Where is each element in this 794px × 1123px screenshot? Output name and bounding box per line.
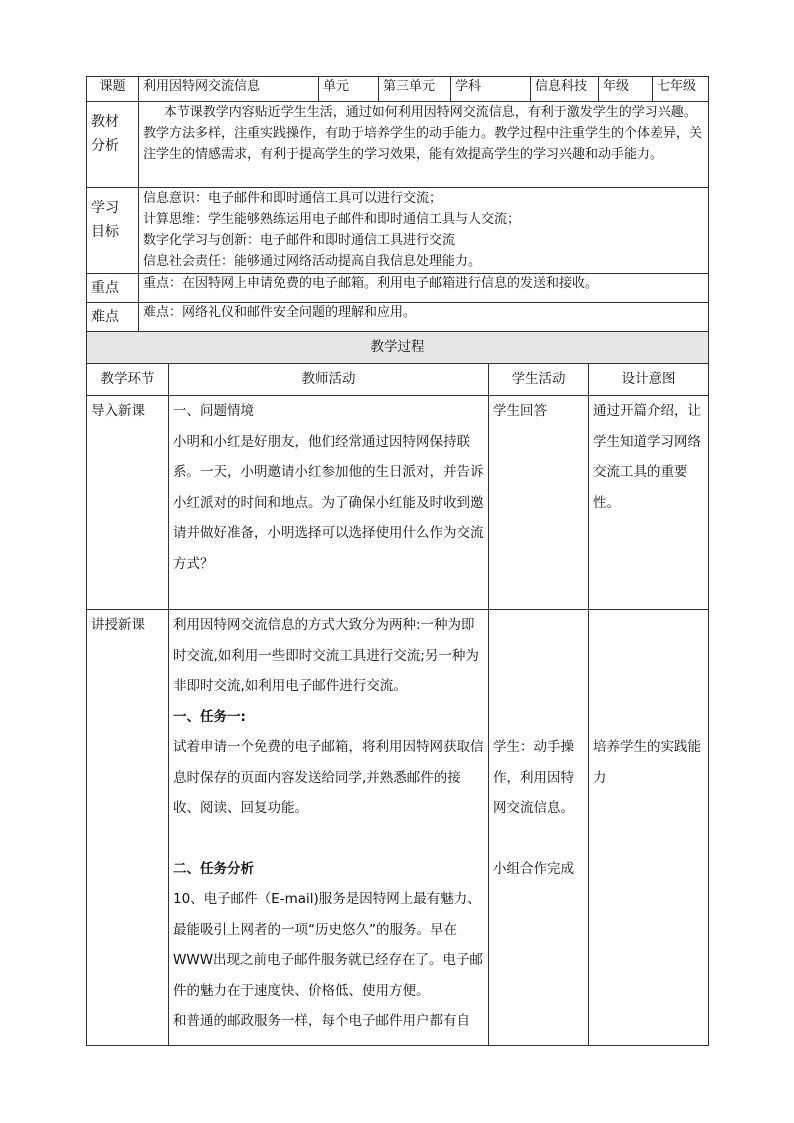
header-intent: 设计意图 (589, 364, 709, 396)
intent-lecture-cell (589, 610, 709, 1046)
lesson-info-table (86, 76, 709, 332)
student-intro: 学生回答 (489, 396, 589, 610)
task2-paragraph: 10、电子邮件（E-mail)服务是因特网上最有魅力、最能吸引上网者的一项“历史悠久”的服务。早在WWW出现之前电子邮件服务就已经存在了。电子邮件的魅力在于速度快、价格低、使用方便。 (173, 891, 484, 999)
header-stage: 教学环节 (87, 364, 169, 396)
difficulty-label: 难点 (87, 303, 139, 332)
header-student: 学生活动 (489, 364, 589, 396)
lesson-plan-page (86, 76, 708, 1046)
student-activity-2: 小组合作完成 (493, 860, 574, 877)
subject-value: 信息科技 (531, 77, 599, 102)
subject-label: 学科 (451, 77, 531, 102)
key-point-text: 重点：在因特网上申请免费的电子邮箱。利用电子邮箱进行信息的发送和接收。 (139, 274, 709, 303)
objective-item: 计算思维：学生能够熟练运用电子邮件和即时通信工具与人交流； (143, 212, 521, 227)
lecture-intro: 利用因特网交流信息的方式大致分为两种:一种为即时交流,如利用一些即时交流工具进行交流;另一种为非即时交流,如利用电子邮件进行交流。 (173, 617, 479, 694)
unit-label: 单元 (319, 77, 379, 102)
intent-intro: 通过开篇介绍，让学生知道学习网络交流工具的重要性。 (589, 396, 709, 610)
grade-label: 年级 (599, 77, 653, 102)
analysis-label: 教材 分析 (87, 102, 139, 188)
stage-lecture: 讲授新课 (87, 610, 169, 1046)
key-point-label: 重点 (87, 274, 139, 303)
lesson-value: 利用因特网交流信息 (139, 77, 319, 102)
objective-item: 信息意识：电子邮件和即时通信工具可以进行交流； (143, 191, 443, 206)
teacher-intro-cell (169, 396, 489, 610)
task1-text: 试着申请一个免费的电子邮箱，将利用因特网获取信息时保存的页面内容发送给同学,并熟悉邮件的接收、阅读、回复功能。 (173, 739, 484, 816)
header-teacher: 教师活动 (169, 364, 489, 396)
teacher-lecture-cell (169, 610, 489, 1046)
task1-heading: 一、任务一: (173, 708, 246, 725)
intro-text: 小明和小红是好朋友，他们经常通过因特网保持联系。一天，小明邀请小红参加他的生日派对，并告诉小红派对的时间和地点。为了确保小红能及时收到邀请并做好准备，小明选择可以选择使用什么作为交流方式？ (173, 433, 484, 572)
analysis-text: 本节课教学内容贴近学生生活，通过如何利用因特网交流信息，有利于激发学生的学习兴趣。教学方法多样，注重实践操作，有助于培养学生的动手能力。教学过程中注重学生的个体差异，关注学生的情感需求，有利于提高学生的学习效果，能有效提高学生的学习兴趣和动手能力。 (139, 102, 709, 188)
teaching-process-table (86, 331, 709, 1046)
difficulty-text: 难点：网络礼仪和邮件安全问题的理解和应用。 (139, 303, 709, 332)
stage-intro: 导入新课 (87, 396, 169, 610)
objective-item: 数字化学习与创新：电子邮件和即时通信工具进行交流 (143, 233, 456, 248)
process-title: 教学过程 (87, 332, 709, 364)
objectives-label: 学习 目标 (87, 188, 139, 274)
student-activity-1: 学生：动手操作，利用因特网交流信息。 (493, 739, 574, 816)
objectives-list (139, 188, 709, 274)
intent-lecture: 培养学生的实践能力 (593, 739, 701, 786)
unit-value: 第三单元 (379, 77, 451, 102)
task2-paragraph: 和普通的邮政服务一样，每个电子邮件用户都有自 (173, 1013, 470, 1029)
intro-heading: 一、问题情境 (173, 403, 254, 419)
task2-heading: 二、任务分析 (173, 860, 254, 877)
grade-value: 七年级 (653, 77, 709, 102)
lesson-label: 课题 (87, 77, 139, 102)
objective-item: 信息社会责任：能够通过网络活动提高自我信息处理能力。 (143, 254, 482, 269)
student-lecture-cell (489, 610, 589, 1046)
